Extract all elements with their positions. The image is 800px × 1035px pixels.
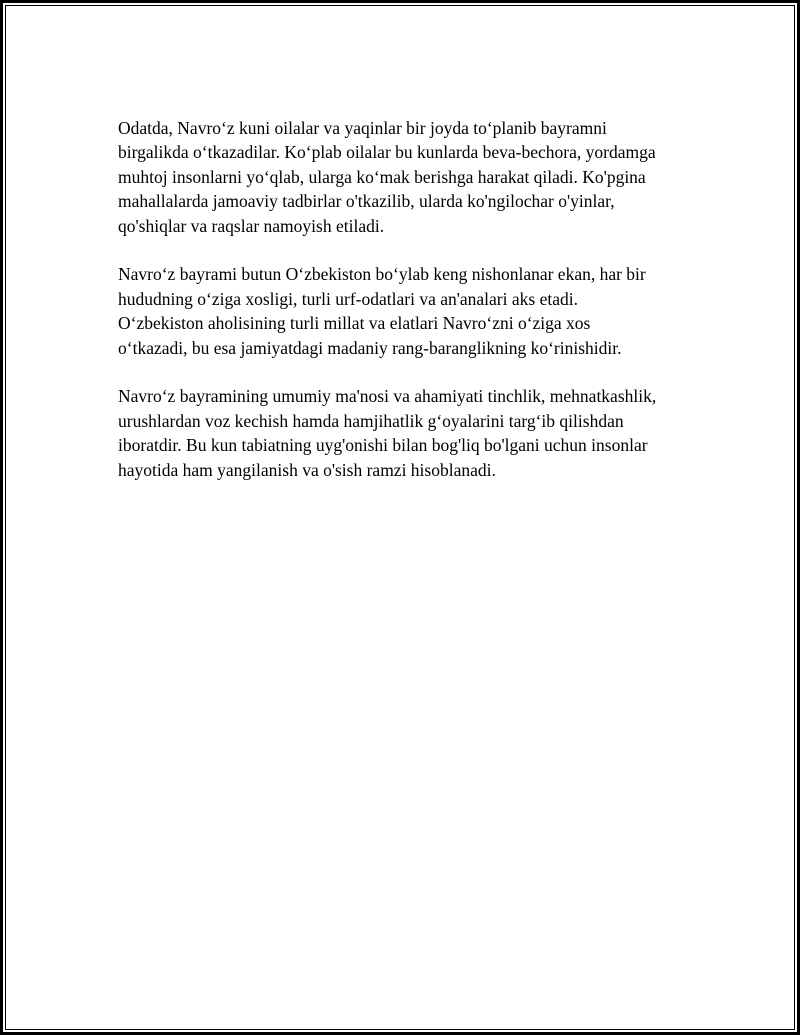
paragraph-2: [118, 262, 698, 360]
text-line: Navro‘z bayrami butun O‘zbekiston bo‘ylab keng nishonlanar ekan, har bir: [118, 264, 646, 285]
text-line: mahallalarda jamoaviy tadbirlar o'tkazilib, ularda ko'ngilochar o'yinlar,: [118, 191, 615, 212]
text-line: muhtoj insonlarni yo‘qlab, ularga ko‘mak berishga harakat qiladi. Ko'pgina: [118, 166, 646, 187]
text-line: birgalikda o‘tkazadilar. Ko‘plab oilalar bu kunlarda beva-bechora, yordamga: [118, 142, 656, 163]
document-body: [118, 116, 698, 506]
text-line: urushlardan voz kechish hamda hamjihatlik g‘oyalarini targ‘ib qilishdan: [118, 410, 624, 431]
text-line: qo'shiqlar va raqslar namoyish etiladi.: [118, 215, 385, 236]
text-line: iboratdir. Bu kun tabiatning uyg'onishi bilan bog'liq bo'lgani uchun insonlar: [118, 435, 648, 456]
text-line: Odatda, Navro‘z kuni oilalar va yaqinlar bir joyda to‘planib bayramni: [118, 118, 607, 138]
paragraph-3: [118, 384, 698, 482]
text-line: o‘tkazadi, bu esa jamiyatdagi madaniy rang-baranglikning ko‘rinishidir.: [118, 337, 622, 358]
text-line: Navro‘z bayramining umumiy ma'nosi va ahamiyati tinchlik, mehnatkashlik,: [118, 386, 657, 407]
paragraph-1: [118, 116, 698, 238]
text-line: O‘zbekiston aholisining turli millat va elatlari Navro‘zni o‘ziga xos: [118, 313, 591, 334]
text-line: hududning o‘ziga xosligi, turli urf-odatlari va an'analari aks etadi.: [118, 288, 578, 309]
text-line: hayotida ham yangilanish va o'sish ramzi hisoblanadi.: [118, 459, 496, 480]
